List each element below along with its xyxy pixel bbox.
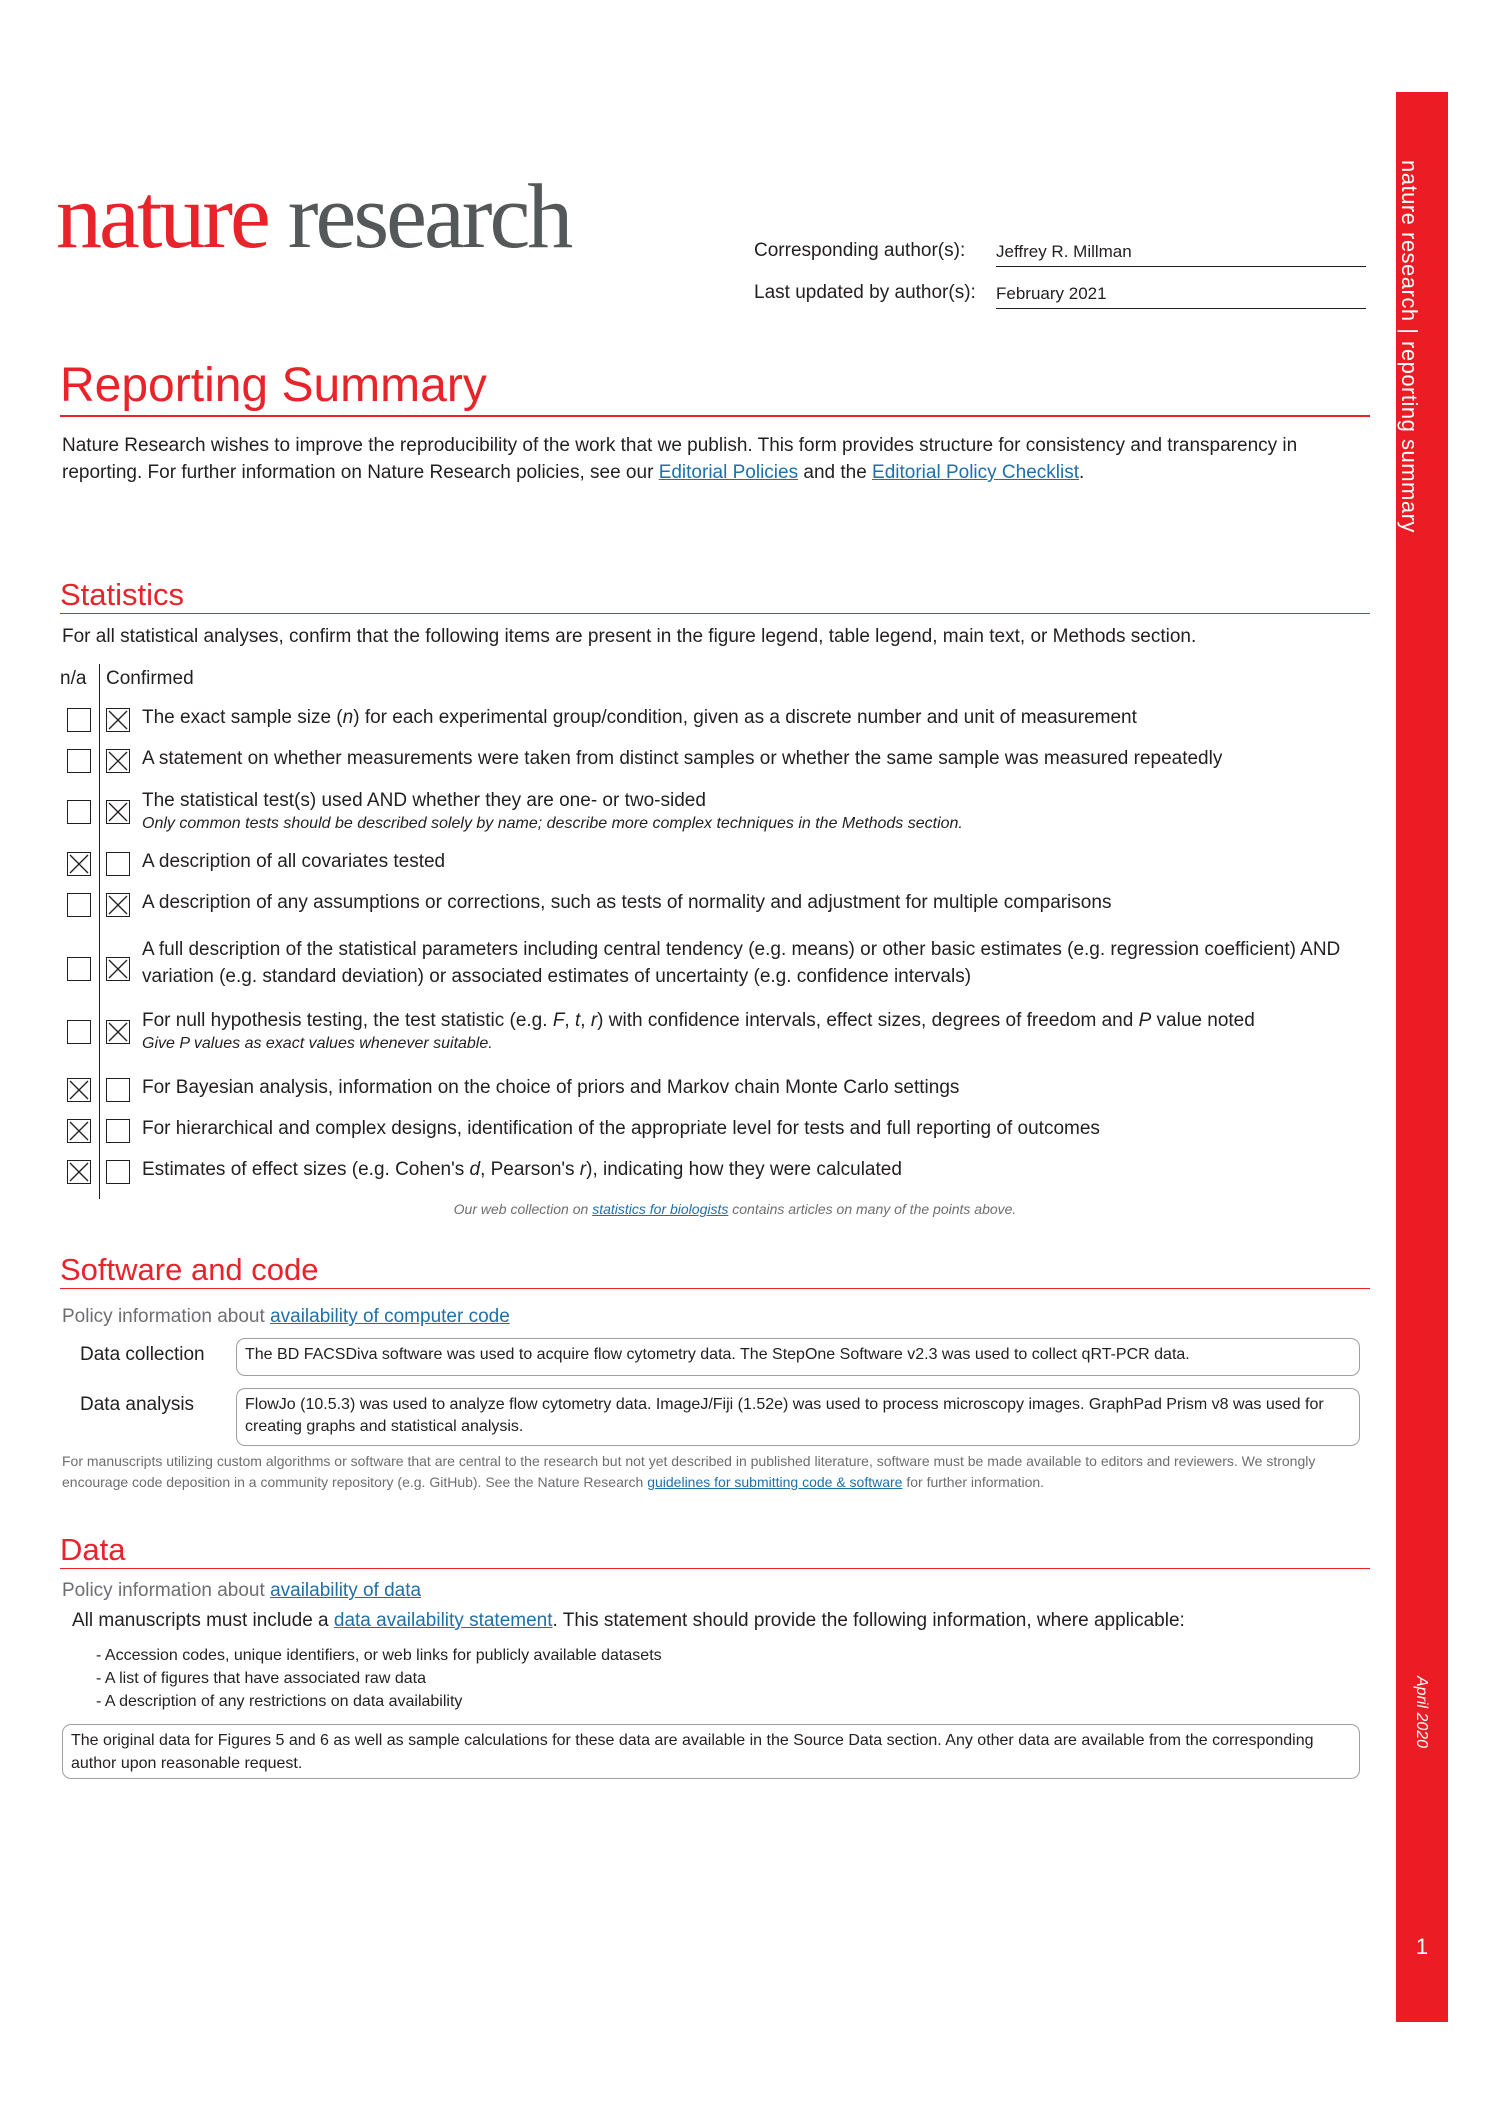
data-collection-field[interactable]: The BD FACSDiva software was used to acquire flow cytometry data. The StepOne Software v2.3 was used to collect qRT-PCR data. — [236, 1338, 1360, 1376]
confirmed-checkbox[interactable] — [106, 852, 130, 876]
side-band-date: April 2020 — [1413, 1676, 1430, 1749]
checklist-item-text: For null hypothesis testing, the test statistic (e.g. F, t, r) with confidence intervals, effect sizes, degrees of freedom and P value noted Give P values as exact values whenever suitable. — [142, 1007, 1372, 1054]
editorial-policies-link[interactable]: Editorial Policies — [658, 462, 799, 483]
checklist-item-text: For Bayesian analysis, information on the choice of priors and Markov chain Monte Carlo settings — [142, 1077, 960, 1098]
list-item: - A list of figures that have associated raw data — [96, 1670, 426, 1687]
nature-research-logo — [56, 165, 571, 267]
last-updated-row — [754, 282, 994, 304]
checklist-item-text: Estimates of effect sizes (e.g. Cohen's d, Pearson's r), indicating how they were calculated — [142, 1159, 902, 1180]
checklist-item-text: A description of all covariates tested — [142, 851, 446, 872]
intro-text-mid: and the — [798, 462, 873, 483]
side-band-title: nature research | reporting summary — [1397, 160, 1422, 533]
statistics-heading: Statistics — [60, 577, 1370, 614]
na-checkbox[interactable] — [67, 957, 91, 981]
code-guidelines-link[interactable]: guidelines for submitting code & software — [647, 1474, 903, 1490]
confirmed-checkbox[interactable] — [106, 1119, 130, 1143]
na-checkbox[interactable] — [67, 1160, 91, 1184]
na-checkbox[interactable] — [67, 749, 91, 773]
na-checkbox[interactable] — [67, 1078, 91, 1102]
logo-part-nature: nature — [56, 165, 268, 267]
confirmed-checkbox[interactable] — [106, 893, 130, 917]
availability-of-data-link[interactable]: availability of data — [270, 1580, 422, 1601]
na-checkbox[interactable] — [67, 852, 91, 876]
confirmed-checkbox[interactable] — [106, 708, 130, 732]
na-column-header: n/a — [60, 668, 87, 689]
data-policy-text: Policy information about — [62, 1580, 271, 1601]
data-requirements-list — [96, 1644, 662, 1713]
data-policy-line — [62, 1580, 421, 1602]
data-collection-label: Data collection — [80, 1344, 205, 1365]
software-heading: Software and code — [60, 1252, 1370, 1289]
corresponding-author-label: Corresponding author(s): — [754, 240, 966, 261]
na-checkbox[interactable] — [67, 1119, 91, 1143]
data-availability-statement-link[interactable]: data availability statement — [333, 1610, 553, 1631]
na-checkbox[interactable] — [67, 1020, 91, 1044]
data-availability-field[interactable]: The original data for Figures 5 and 6 as well as sample calculations for these data are available in the Source Data section. Any other data are available from the corresponding author upon reasonable request. — [62, 1724, 1360, 1779]
software-note-text: For manuscripts utilizing custom algorithms or software that are central to the research but not yet described in published literature, software must be made available to editors and reviewers. We strongly encourage code deposition in a community repository (e.g. GitHub). See the Nature Research — [62, 1453, 1316, 1490]
software-note-text-after: for further information. — [902, 1474, 1045, 1490]
statistics-for-biologists-link[interactable]: statistics for biologists — [592, 1201, 729, 1217]
footer-text-after: contains articles on many of the points above. — [728, 1201, 1017, 1217]
intro-text-end: . — [1079, 462, 1085, 483]
availability-computer-code-link[interactable]: availability of computer code — [270, 1306, 510, 1327]
statistics-footer-note — [0, 1201, 1470, 1217]
last-updated-field[interactable]: February 2021 — [996, 284, 1366, 309]
data-requirement-line — [72, 1610, 1185, 1632]
confirmed-column-header: Confirmed — [106, 668, 194, 689]
checklist-item-note: Give P values as exact values whenever suitable. — [142, 1035, 493, 1052]
page-number: 1 — [1415, 1934, 1429, 1959]
corresponding-author-row — [754, 240, 994, 262]
software-policy-line — [62, 1306, 510, 1328]
confirmed-checkbox[interactable] — [106, 1160, 130, 1184]
page-title: Reporting Summary — [60, 360, 1370, 417]
checklist-item-text: The statistical test(s) used AND whether they are one- or two-sided Only common tests should be described solely by name; describe more complex techniques in the Methods section. — [142, 787, 1372, 834]
confirmed-checkbox[interactable] — [106, 1020, 130, 1044]
software-policy-text: Policy information about — [62, 1306, 271, 1327]
list-item: - A description of any restrictions on data availability — [96, 1693, 463, 1710]
na-checkbox[interactable] — [67, 893, 91, 917]
editorial-policy-checklist-link[interactable]: Editorial Policy Checklist — [872, 462, 1080, 483]
checklist-item-note: Only common tests should be described solely by name; describe more complex techniques in the Methods section. — [142, 815, 963, 832]
checklist-item-text: For hierarchical and complex designs, identification of the appropriate level for tests and full reporting of outcomes — [142, 1118, 1100, 1139]
data-requirement-text: All manuscripts must include a — [72, 1610, 334, 1631]
list-item: - Accession codes, unique identifiers, or web links for publicly available datasets — [96, 1647, 662, 1664]
footer-text: Our web collection on — [453, 1201, 593, 1217]
na-checkbox[interactable] — [67, 800, 91, 824]
checklist-item-text: A description of any assumptions or corrections, such as tests of normality and adjustment for multiple comparisons — [142, 892, 1112, 913]
checklist-header — [60, 668, 194, 690]
checklist-item-text: A statement on whether measurements were taken from distinct samples or whether the same sample was measured repeatedly — [142, 748, 1223, 769]
na-checkbox[interactable] — [67, 708, 91, 732]
software-note — [62, 1451, 1372, 1493]
data-analysis-label: Data analysis — [80, 1394, 195, 1415]
data-requirement-text-after: . This statement should provide the following information, where applicable: — [552, 1610, 1185, 1631]
data-analysis-field[interactable]: FlowJo (10.5.3) was used to analyze flow cytometry data. ImageJ/Fiji (1.52e) was used to process microscopy images. GraphPad Prism v8 was used for creating graphs and statistical analysis. — [236, 1388, 1360, 1446]
checklist-item-text: The exact sample size (n) for each experimental group/condition, given as a discrete number and unit of measurement — [142, 707, 1137, 728]
confirmed-checkbox[interactable] — [106, 957, 130, 981]
data-heading: Data — [60, 1532, 1370, 1569]
checklist-item-text: A full description of the statistical parameters including central tendency (e.g. means) or other basic estimates (e.g. regression coefficient) AND variation (e.g. standard deviation) or associated estimates of uncertainty (e.g. confidence intervals) — [142, 939, 1341, 987]
corresponding-author-field[interactable]: Jeffrey R. Millman — [996, 242, 1366, 267]
confirmed-checkbox[interactable] — [106, 749, 130, 773]
confirmed-checkbox[interactable] — [106, 800, 130, 824]
checklist-divider — [99, 664, 100, 1199]
intro-paragraph — [62, 432, 1362, 486]
last-updated-label: Last updated by author(s): — [754, 282, 976, 303]
logo-part-research: research — [287, 165, 571, 267]
intro-text: Nature Research wishes to improve the reproducibility of the work that we publish. This form provides structure for consistency and transparency in reporting. For further information on Nature Research policies, see our — [62, 435, 1298, 483]
statistics-subtitle: For all statistical analyses, confirm that the following items are present in the figure legend, table legend, main text, or Methods section. — [62, 626, 1197, 647]
confirmed-checkbox[interactable] — [106, 1078, 130, 1102]
